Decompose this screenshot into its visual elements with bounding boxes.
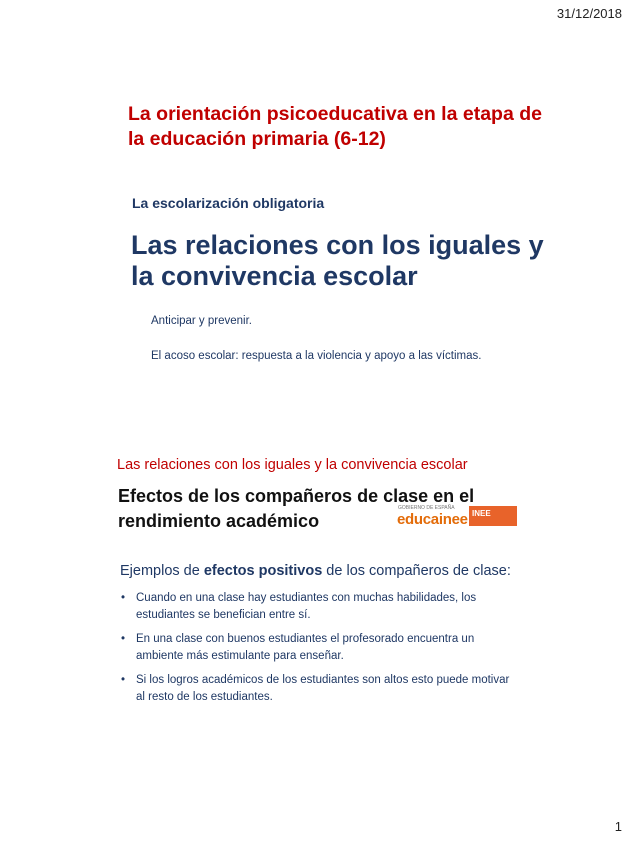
- slide1-title: La orientación psicoeducativa en la etapa de la educación primaria (6-12): [128, 103, 542, 150]
- bullet-icon: •: [121, 633, 126, 645]
- list-item: • En una clase con buenos estudiantes el profesorado encuentra un ambiente más estimulante para enseñar.: [121, 633, 475, 662]
- slide1-heading: Las relaciones con los iguales y la convivencia escolar: [131, 230, 544, 291]
- logo-topline: GOBIERNO DE ESPAÑA: [398, 505, 455, 511]
- lead-pre: Ejemplos de: [120, 563, 204, 579]
- educainee-logo: [397, 505, 517, 529]
- slide1-bullet-2: El acoso escolar: respuesta a la violencia y apoyo a las víctimas.: [151, 350, 482, 362]
- slide2-heading: Efectos de los compañeros de clase en el rendimiento académico: [118, 486, 475, 531]
- list-item: • Si los logros académicos de los estudiantes son altos esto puede motivar al resto de los estudiantes.: [121, 674, 510, 703]
- slide1-subtitle: La escolarización obligatoria: [132, 195, 325, 211]
- list-item: • Cuando en una clase hay estudiantes con muchas habilidades, los estudiantes se benefician entre sí.: [121, 592, 477, 621]
- slide2-top-title: Las relaciones con los iguales y la convivencia escolar: [117, 457, 468, 473]
- page-number: 1: [614, 819, 622, 834]
- slide2-bullet-list: [119, 590, 519, 713]
- lead-bold: efectos positivos: [203, 563, 323, 579]
- logo-bar: INEE: [469, 506, 517, 526]
- logo-word: educainee: [397, 511, 468, 528]
- slide1-bullet-1: Anticipar y prevenir.: [151, 315, 252, 327]
- print-date: 31/12/2018: [556, 6, 622, 21]
- bullet-icon: •: [121, 674, 126, 686]
- slide2-lead: [120, 563, 511, 579]
- lead-post: de los compañeros de clase:: [322, 563, 511, 579]
- bullet-icon: •: [121, 592, 126, 604]
